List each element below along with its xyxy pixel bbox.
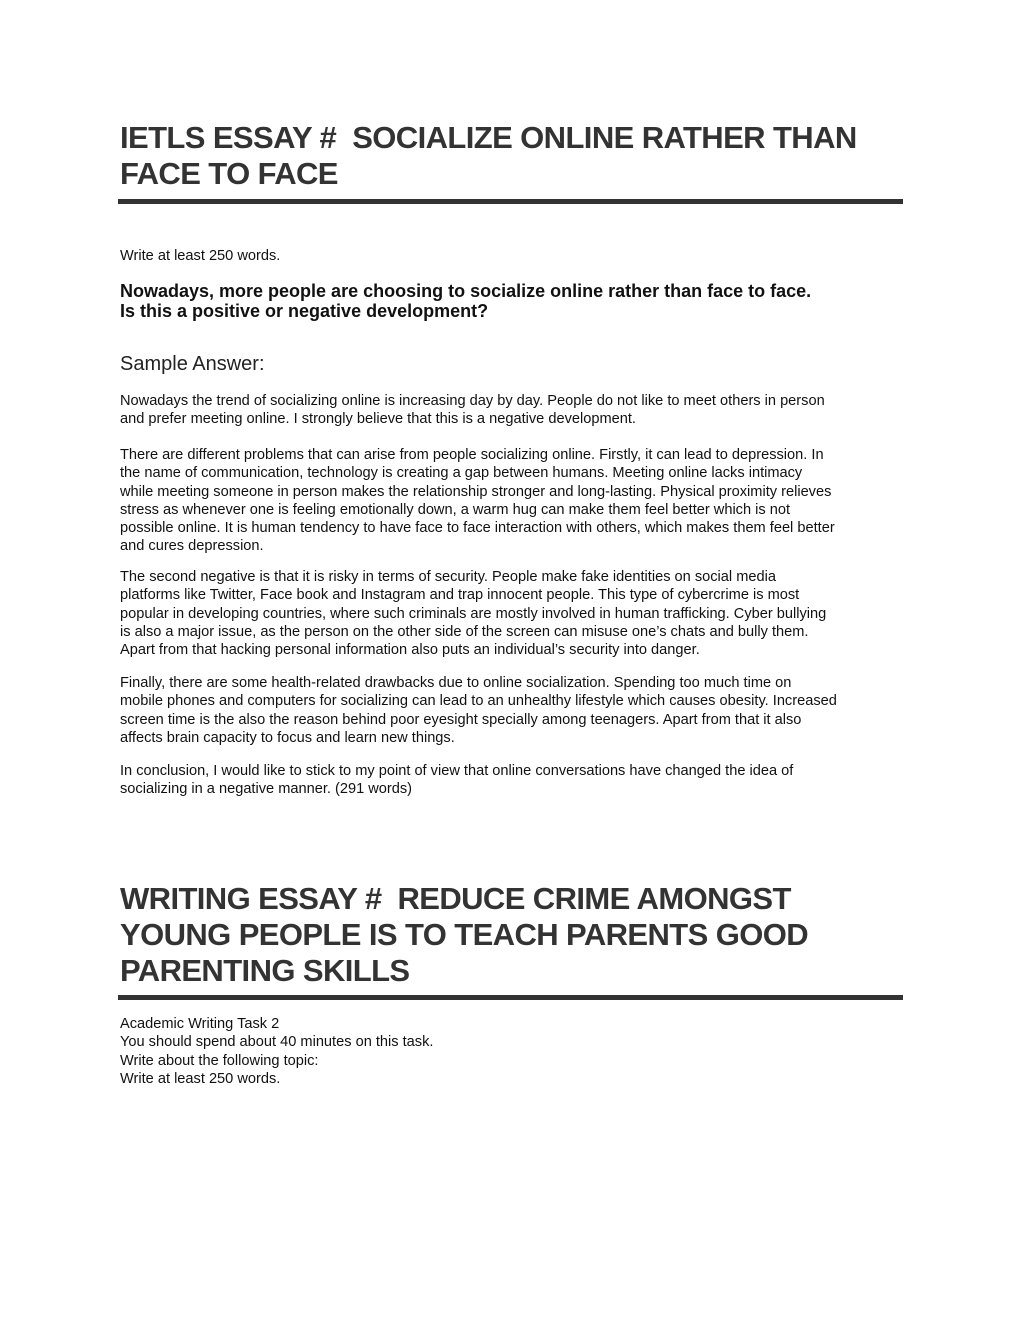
text-line: In conclusion, I would like to stick to my point of view that online conversations have changed the idea of bbox=[120, 763, 794, 779]
text-line: mobile phones and computers for socializing can lead to an unhealthy lifestyle which causes obesity. Increased bbox=[120, 693, 837, 710]
instruction: Write at least 250 words. bbox=[120, 248, 281, 264]
title-line: IETLS ESSAY # SOCIALIZE ONLINE RATHER THAN bbox=[120, 120, 857, 155]
text-line: You should spend about 40 minutes on this task. bbox=[120, 1034, 434, 1051]
title-line: FACE TO FACE bbox=[120, 156, 338, 191]
text-line: socializing in a negative manner. (291 words) bbox=[120, 781, 413, 798]
paragraph-1 bbox=[120, 392, 825, 429]
text-line: Academic Writing Task 2 bbox=[120, 1016, 280, 1032]
text-line: and cures depression. bbox=[120, 538, 264, 555]
paragraph-4 bbox=[120, 674, 837, 747]
text-line: platforms like Twitter, Face book and Instagram and trap innocent people. This type of cybercrime is most bbox=[120, 587, 800, 604]
question-line: Nowadays, more people are choosing to socialize online rather than face to face. bbox=[120, 281, 812, 301]
text-line: screen time is the also the reason behind poor eyesight specially among teenagers. Apart from that it also bbox=[120, 711, 802, 728]
essay-2-title bbox=[120, 881, 808, 989]
text-line: affects brain capacity to focus and learn new things. bbox=[120, 729, 455, 746]
text-line: and prefer meeting online. I strongly believe that this is a negative development. bbox=[120, 411, 636, 428]
task-instructions bbox=[120, 1015, 433, 1088]
essay-1-title bbox=[120, 120, 857, 192]
title-divider bbox=[118, 199, 903, 204]
text-line: The second negative is that it is risky in terms of security. People make fake identities on social media bbox=[120, 569, 776, 585]
title-line: PARENTING SKILLS bbox=[120, 953, 410, 988]
title-divider bbox=[118, 995, 903, 1000]
text-line: possible online. It is human tendency to have face to face interaction with others, which makes them feel better bbox=[120, 520, 835, 537]
question-line: Is this a positive or negative development? bbox=[120, 300, 489, 321]
text-line: Nowadays the trend of socializing online is increasing day by day. People do not like to meet others in person bbox=[120, 393, 825, 409]
paragraph-3 bbox=[120, 568, 826, 659]
text-line: Write about the following topic: bbox=[120, 1052, 319, 1069]
text-line: There are different problems that can arise from people socializing online. Firstly, it can lead to depression. In bbox=[120, 447, 824, 463]
text-line: stress as whenever one is feeling emotionally down, a warm hug can make them feel better which is not bbox=[120, 501, 791, 518]
essay-question bbox=[120, 282, 811, 321]
text-line: is also a major issue, as the person on the other side of the screen can misuse one’s chats and bully them. bbox=[120, 623, 809, 640]
text-line: popular in developing countries, where such criminals are mostly involved in human trafficking. Cyber bullying bbox=[120, 605, 827, 622]
paragraph-5 bbox=[120, 762, 793, 799]
sample-answer-heading: Sample Answer: bbox=[120, 353, 265, 375]
text-line: Finally, there are some health-related drawbacks due to online socialization. Spending too much time on bbox=[120, 675, 792, 691]
text-line: Apart from that hacking personal information also puts an individual’s security into danger. bbox=[120, 642, 700, 659]
text-line: the name of communication, technology is creating a gap between humans. Meeting online lacks intimacy bbox=[120, 465, 803, 482]
title-line: YOUNG PEOPLE IS TO TEACH PARENTS GOOD bbox=[120, 917, 809, 952]
title-line: WRITING ESSAY # REDUCE CRIME AMONGST bbox=[120, 881, 791, 916]
paragraph-2 bbox=[120, 446, 835, 556]
text-line: while meeting someone in person makes the relationship stronger and long-lasting. Physical proximity relieves bbox=[120, 483, 832, 500]
text-line: Write at least 250 words. bbox=[120, 1070, 281, 1087]
